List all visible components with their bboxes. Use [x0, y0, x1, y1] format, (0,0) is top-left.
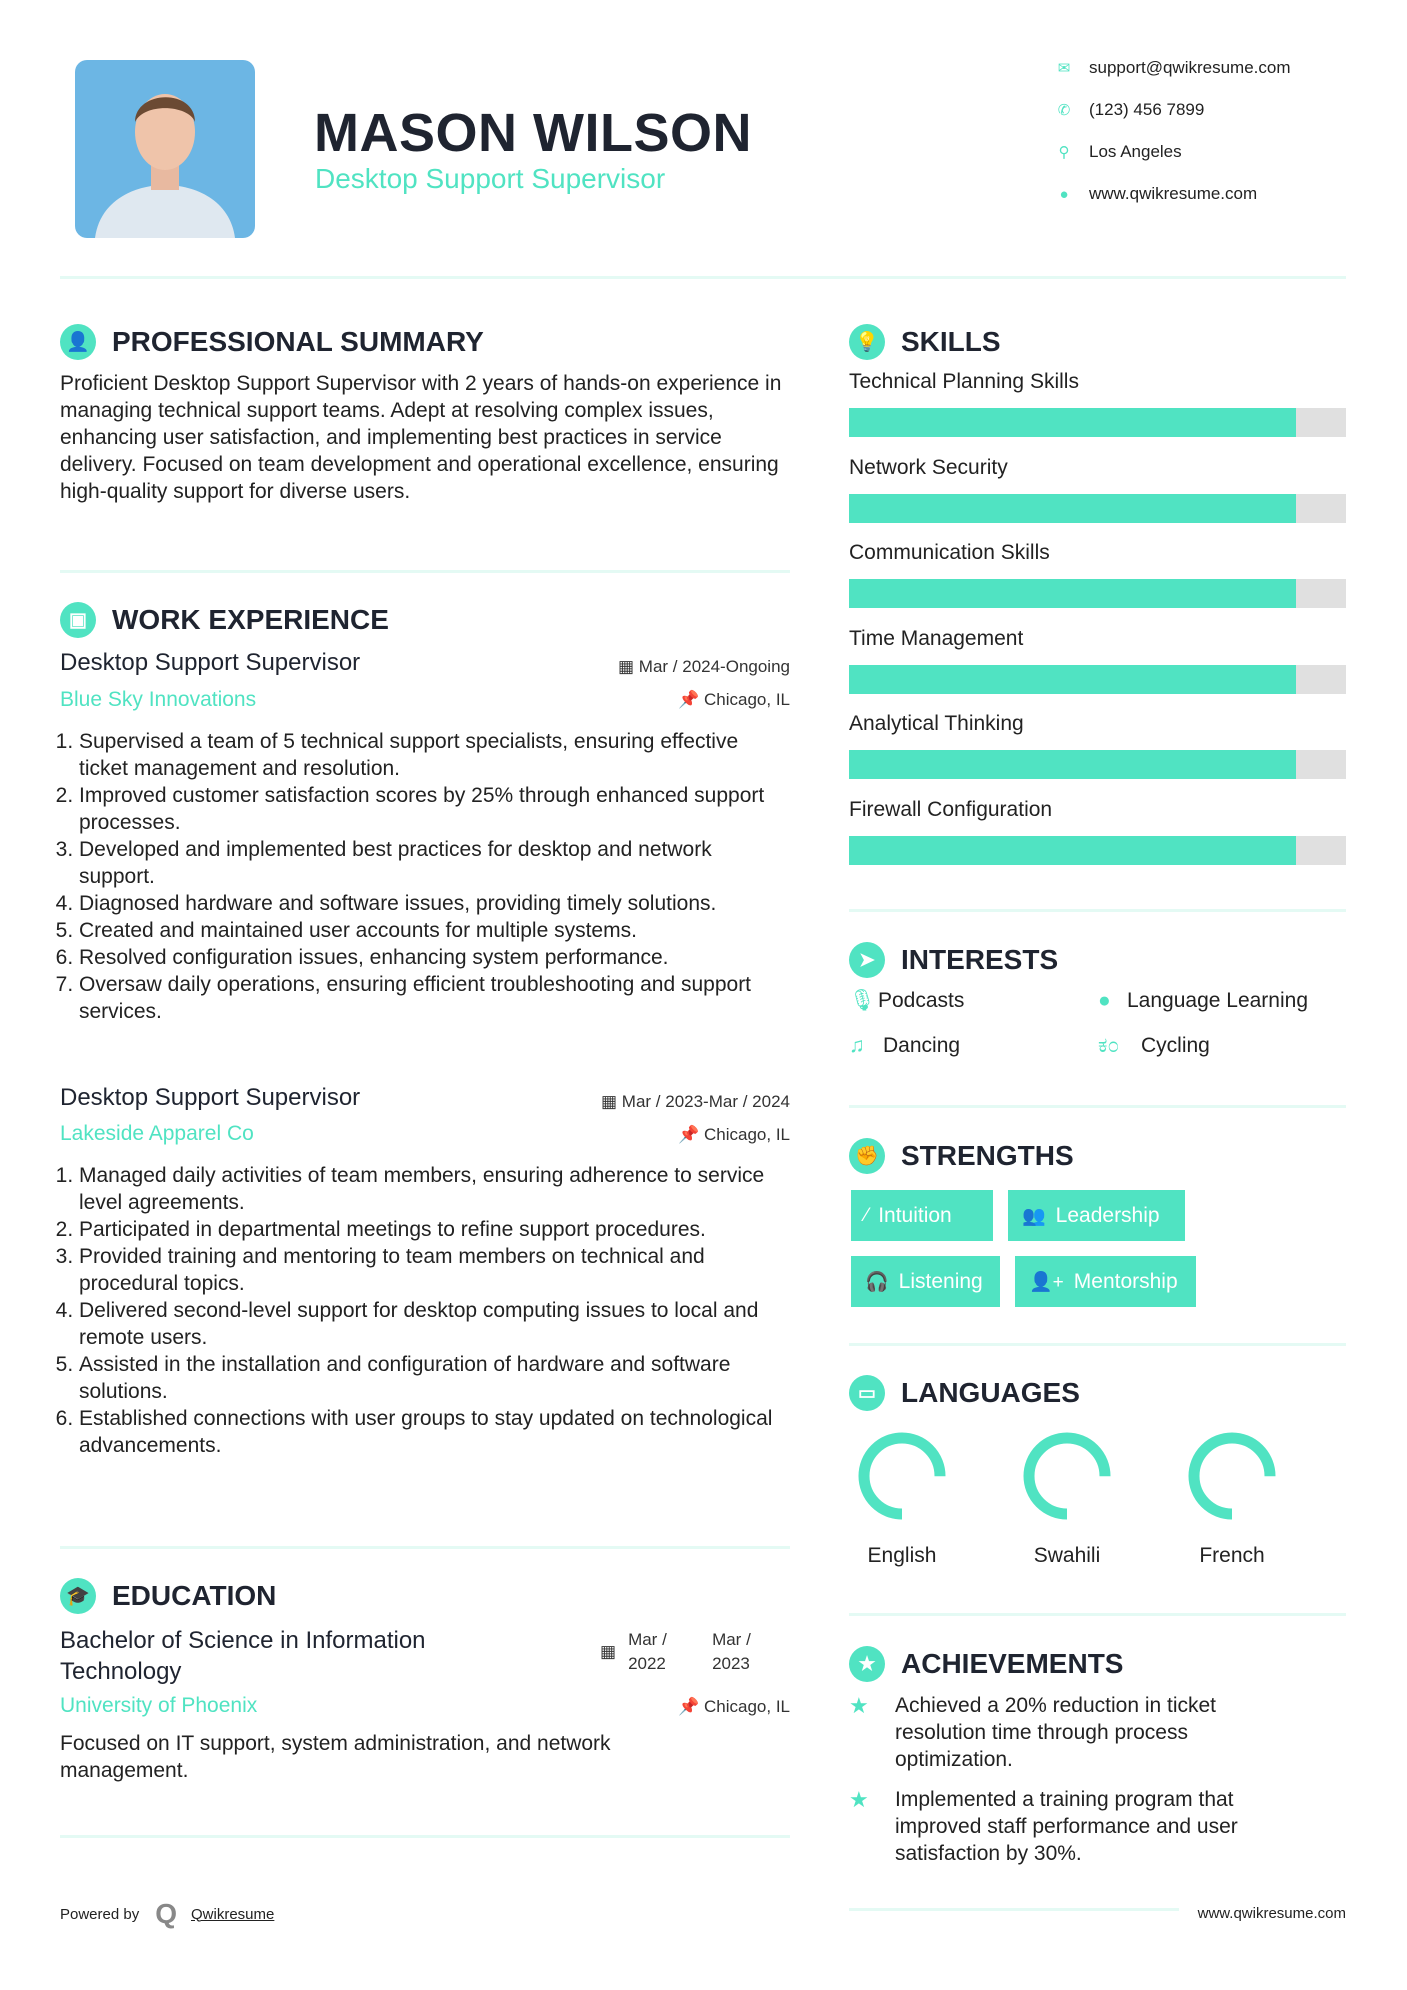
responsibility-item: 3. Developed and implemented best practices for desktop and network support.: [79, 836, 790, 890]
contact-location: [1056, 142, 1182, 162]
heading-text: WORK EXPERIENCE: [112, 604, 389, 635]
contact-text: www.qwikresume.com: [1089, 184, 1258, 203]
job-location: [678, 690, 790, 710]
summary-heading: [60, 324, 484, 360]
fist-icon: ✊: [849, 1138, 885, 1174]
interest-label: Cycling: [1141, 1034, 1210, 1057]
shooting-star-icon: ★: [849, 1787, 869, 1812]
language-item: [1002, 1426, 1132, 1568]
job-responsibilities: [60, 1162, 790, 1459]
contact-text: support@qwikresume.com: [1089, 58, 1291, 77]
heading-text: INTERESTS: [901, 944, 1059, 975]
job-dates: [601, 1092, 790, 1112]
heading-text: PROFESSIONAL SUMMARY: [112, 326, 484, 357]
dates-text: Mar / 2023-Mar / 2024: [621, 1092, 790, 1111]
education-description: Focused on IT support, system administration, and network management.: [60, 1732, 611, 1782]
skill-label: Network Security: [849, 455, 1008, 479]
school-name: University of Phoenix: [60, 1694, 258, 1717]
contact-email[interactable]: [1056, 58, 1291, 78]
shooting-star-icon: ★: [849, 1693, 869, 1718]
job-title: Desktop Support Supervisor: [60, 1084, 361, 1111]
job-responsibilities: [60, 728, 790, 1025]
paper-plane-icon: ➤: [849, 942, 885, 978]
job-dates: [618, 657, 790, 677]
responsibility-item: 1. Managed daily activities of team members, ensuring adherence to service level agreements.: [79, 1162, 790, 1216]
section-divider: [849, 1105, 1346, 1108]
skill-bar: [849, 408, 1346, 437]
location-text: Chicago, IL: [704, 1697, 790, 1716]
responsibility-item: 5. Created and maintained user accounts for multiple systems.: [79, 917, 790, 944]
candidate-title: Desktop Support Supervisor: [315, 163, 666, 194]
calendar-icon: ▦: [601, 1092, 622, 1111]
section-divider: [60, 570, 790, 573]
strength-label: Leadership: [1055, 1203, 1160, 1227]
location-text: Chicago, IL: [704, 690, 790, 709]
skill-bar-fill: [849, 494, 1296, 523]
language-item: [837, 1426, 967, 1568]
phone-icon: ✆: [1057, 102, 1071, 119]
section-divider: [60, 1546, 790, 1549]
powered-by-text: Powered by: [60, 1905, 140, 1923]
strengths-heading: [849, 1138, 1074, 1174]
contact-phone: [1056, 100, 1204, 120]
calendar-icon: ▦: [600, 1642, 617, 1661]
contact-text: Los Angeles: [1089, 142, 1182, 161]
calendar-icon: ▦: [618, 657, 639, 676]
dates-text: Mar / 2024-Ongoing: [638, 657, 790, 676]
skill-bar: [849, 579, 1346, 608]
section-divider: [849, 1343, 1346, 1346]
user-icon: 👤: [60, 324, 96, 360]
responsibility-item: 4. Delivered second-level support for desktop computing issues to local and remote users.: [79, 1297, 790, 1351]
skill-label: Technical Planning Skills: [849, 370, 1079, 393]
responsibility-item: 3. Provided training and mentoring to team members on technical and procedural topics.: [79, 1243, 790, 1297]
skill-bar-fill: [849, 665, 1296, 694]
contact-website[interactable]: [1056, 184, 1257, 204]
degree-title: Bachelor of Science in Information Technology: [60, 1627, 426, 1685]
language-card-icon: ▭: [849, 1375, 885, 1411]
skills-heading: [849, 324, 1001, 360]
strength-tag: [851, 1256, 1000, 1307]
responsibility-item: 7. Oversaw daily operations, ensuring efficient troubleshooting and support services.: [79, 971, 790, 1025]
language-label: Swahili: [1033, 1544, 1101, 1567]
interest-item: [1098, 989, 1308, 1013]
achievement-text: Achieved a 20% reduction in ticket resolution time through process optimization.: [895, 1694, 1217, 1771]
skill-label: Firewall Configuration: [849, 797, 1053, 821]
skill-bar: [849, 750, 1346, 779]
responsibility-item: 2. Participated in departmental meetings to refine support procedures.: [79, 1216, 790, 1243]
education-dates: [600, 1628, 774, 1676]
bicycle-icon: ಕ೦: [1098, 1034, 1120, 1057]
briefcase-icon: ▣: [60, 602, 96, 638]
users-icon: 👥: [1022, 1205, 1046, 1227]
location-text: Chicago, IL: [704, 1125, 790, 1144]
skill-bar: [849, 665, 1346, 694]
language-progress-arc: [1194, 1438, 1270, 1514]
interests-heading: [849, 942, 1058, 978]
heading-text: SKILLS: [901, 326, 1001, 357]
contact-text: (123) 456 7899: [1089, 100, 1205, 119]
responsibility-item: 5. Assisted in the installation and configuration of hardware and software solutions.: [79, 1351, 790, 1405]
education-heading: [60, 1578, 276, 1614]
language-progress-arc: [1029, 1438, 1105, 1514]
company-name: Blue Sky Innovations: [60, 688, 257, 711]
user-plus-icon: 👤+: [1029, 1271, 1064, 1293]
strength-label: Listening: [898, 1269, 983, 1293]
section-divider: [849, 909, 1346, 912]
language-label: French: [1199, 1544, 1265, 1567]
globe-icon: ●: [1098, 989, 1111, 1012]
language-progress-arc: [864, 1438, 940, 1514]
language-progress-ring: [852, 1426, 952, 1526]
strength-label: Intuition: [878, 1203, 952, 1227]
responsibility-item: 4. Diagnosed hardware and software issues, providing timely solutions.: [79, 890, 790, 917]
skill-bar: [849, 494, 1346, 523]
skill-bar: [849, 836, 1346, 865]
pushpin-icon: 📌: [678, 690, 704, 709]
language-progress-ring: [1182, 1426, 1282, 1526]
candidate-name: MASON WILSON: [314, 103, 752, 163]
languages-heading: [849, 1375, 1080, 1411]
pushpin-icon: 📌: [678, 1125, 704, 1144]
header-divider: [60, 276, 1346, 279]
heading-text: LANGUAGES: [901, 1377, 1080, 1408]
section-divider: [849, 1613, 1346, 1616]
interest-item: [1098, 1034, 1210, 1058]
headphones-icon: 🎧: [865, 1271, 889, 1293]
achievements-heading: [849, 1646, 1123, 1682]
achievement-item: [849, 1786, 1309, 1867]
language-progress-ring: [1017, 1426, 1117, 1526]
interest-label: Podcasts: [878, 989, 965, 1012]
interest-item: [849, 1034, 960, 1058]
interest-label: Dancing: [883, 1034, 961, 1057]
pushpin-icon: 📌: [678, 1697, 704, 1716]
interest-label: Language Learning: [1127, 989, 1309, 1012]
strength-tag: [851, 1190, 993, 1241]
end-date: Mar / 2023: [712, 1630, 751, 1673]
footer-divider: [849, 1908, 1179, 1911]
responsibility-item: 1. Supervised a team of 5 technical support specialists, ensuring effective ticket management and resolution.: [79, 728, 790, 782]
magic-wand-icon: ⁄: [865, 1204, 869, 1226]
qwikresume-logo-icon: Q: [155, 1898, 177, 1929]
lightbulb-icon: 💡: [849, 324, 885, 360]
interest-item: [849, 989, 964, 1013]
brand-link[interactable]: Qwikresume: [191, 1905, 275, 1923]
graduate-icon: 🎓: [60, 1578, 96, 1614]
skill-bar-fill: [849, 750, 1296, 779]
job-title: Desktop Support Supervisor: [60, 649, 361, 676]
skill-bar-fill: [849, 579, 1296, 608]
heading-text: ACHIEVEMENTS: [901, 1648, 1124, 1679]
profile-photo: [75, 60, 255, 238]
heading-text: STRENGTHS: [901, 1140, 1074, 1171]
achievement-item: [849, 1692, 1309, 1773]
start-date: Mar / 2022: [628, 1630, 667, 1673]
education-location: [678, 1697, 790, 1717]
strength-tag: [1008, 1190, 1185, 1241]
strength-label: Mentorship: [1073, 1269, 1178, 1293]
footer-url[interactable]: www.qwikresume.com: [1197, 1905, 1346, 1922]
skill-label: Analytical Thinking: [849, 712, 1024, 735]
skill-bar-fill: [849, 408, 1296, 437]
microphone-icon: 🎙: [849, 989, 876, 1012]
skill-label: Communication Skills: [849, 541, 1050, 564]
language-item: [1167, 1426, 1297, 1568]
company-name: Lakeside Apparel Co: [60, 1122, 254, 1145]
music-note-icon: ♫: [849, 1034, 865, 1057]
responsibility-item: 6. Established connections with user groups to stay updated on technological advancements.: [79, 1405, 790, 1459]
language-label: English: [867, 1544, 937, 1567]
section-divider: [60, 1835, 790, 1838]
experience-heading: [60, 602, 389, 638]
responsibility-item: 6. Resolved configuration issues, enhancing system performance.: [79, 944, 790, 971]
job-location: [678, 1125, 790, 1145]
powered-by: [60, 1898, 274, 1930]
responsibility-item: 2. Improved customer satisfaction scores by 25% through enhanced support processes.: [79, 782, 790, 836]
achievement-text: Implemented a training program that improved staff performance and user satisfaction by 30%.: [895, 1788, 1238, 1865]
map-pin-icon: ⚲: [1058, 144, 1070, 161]
strength-tag: [1015, 1256, 1196, 1307]
skill-bar-fill: [849, 836, 1296, 865]
star-badge-icon: ★: [849, 1646, 885, 1682]
heading-text: EDUCATION: [112, 1580, 277, 1611]
summary-text: Proficient Desktop Support Supervisor with 2 years of hands-on experience in managing technical support teams. Adept at resolving complex issues, enhancing user satisfaction, and implementing best practices in service delivery. Focused on team development and operational excellence, ensuring high-quality support for diverse users.: [60, 372, 782, 503]
globe-icon: ●: [1059, 185, 1069, 203]
envelope-icon: ✉: [1057, 60, 1071, 77]
skill-label: Time Management: [849, 626, 1024, 650]
